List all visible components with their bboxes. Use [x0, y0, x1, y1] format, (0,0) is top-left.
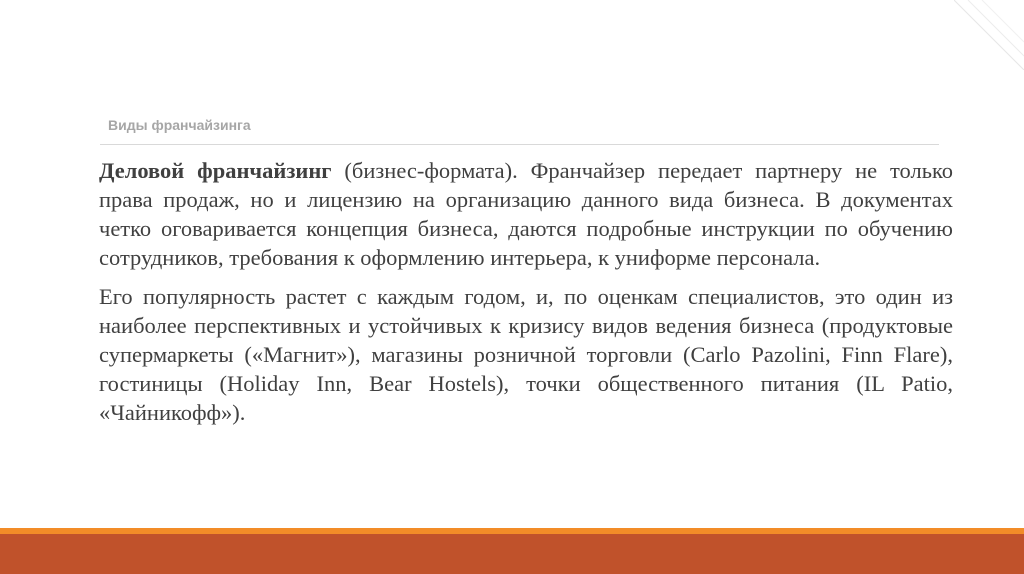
corner-decoration — [954, 0, 1024, 70]
slide-body — [99, 156, 953, 437]
paragraph-popularity: Его популярность растет с каждым годом, и, по оценкам специалистов, это один из наиболее перспективных и устойчивых к кризису видов ведения бизнеса (продуктовые супермаркеты («Магнит»), магазины розничной торговли (Carlo Pazolini, Finn Flare), гостиницы (Holiday Inn, Bear Hostels), точки общественного питания (IL Patio, «Чайникофф»). — [99, 284, 953, 425]
title-divider — [100, 144, 939, 145]
slide-title: Виды франчайзинга — [108, 117, 251, 133]
paragraph-business-format — [99, 156, 953, 272]
paragraph-1-text: (бизнес-формата). Франчайзер передает партнеру не только права продаж, но и лицензию на организацию данного вида бизнеса. В документах четко оговаривается концепция бизнеса, даются подробные инструкции по обучению сотрудников, требования к оформлению интерьера, к униформе персонала. — [99, 158, 953, 270]
footer-bar — [0, 534, 1024, 574]
term-business-franchising: Деловой франчайзинг — [99, 158, 332, 183]
